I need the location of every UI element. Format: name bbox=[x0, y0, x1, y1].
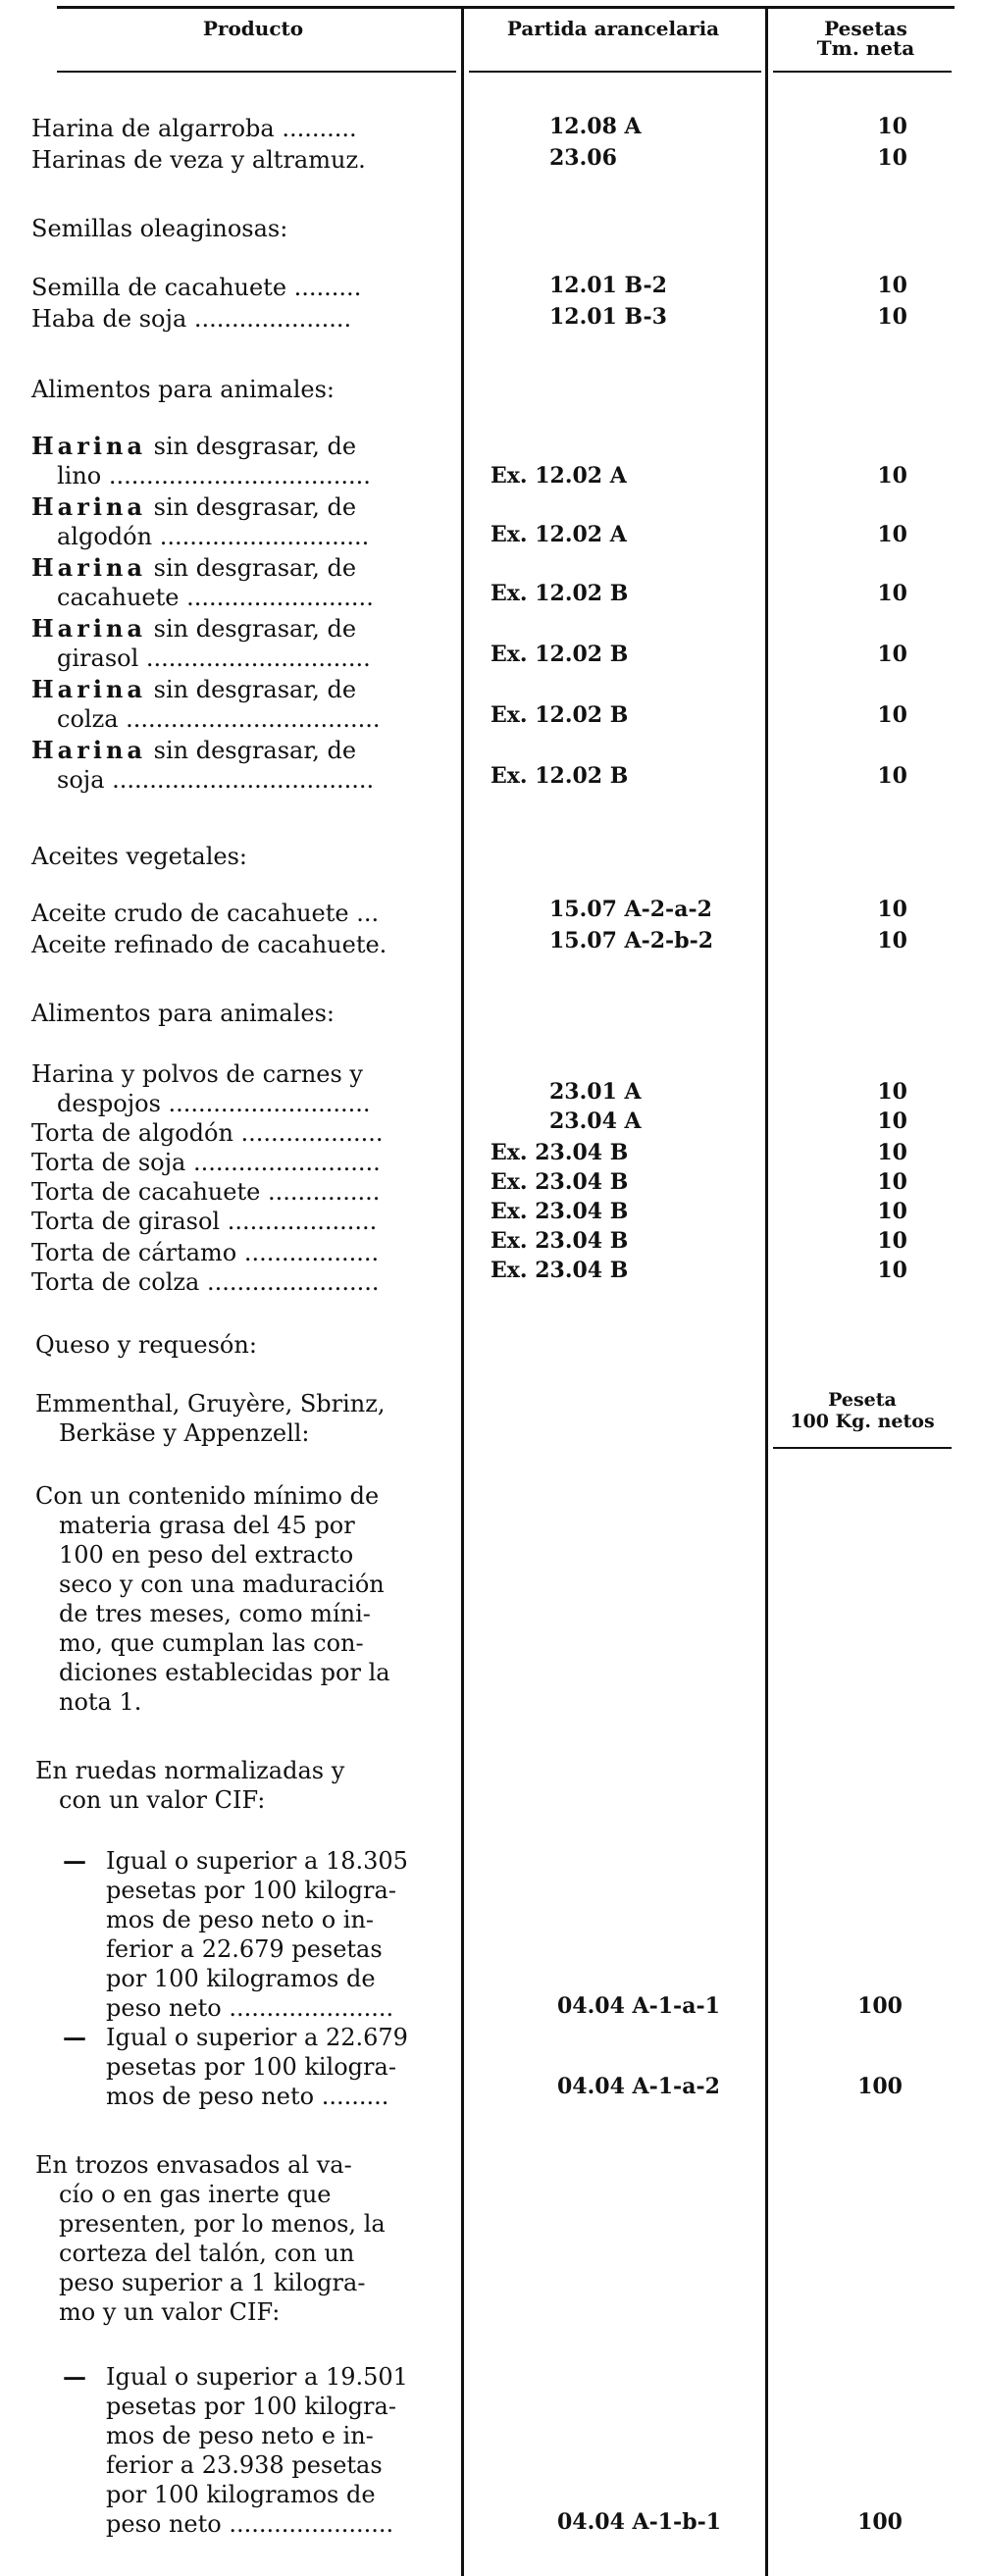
item-line: pesetas por 100 kilogra- bbox=[106, 1877, 396, 1904]
item-line: pesetas por 100 kilogra- bbox=[106, 2393, 396, 2420]
row-product: Torta de colza ....................... bbox=[31, 1268, 380, 1296]
cheese-condition-line: seco y con una maduración bbox=[59, 1571, 385, 1598]
item-line: por 100 kilogramos de bbox=[106, 1965, 376, 1992]
unit-header-100kg: 100 Kg. netos bbox=[790, 1411, 935, 1432]
column-divider-1 bbox=[461, 9, 464, 2576]
row-code: Ex. 12.02 B bbox=[490, 581, 629, 606]
column-divider-2 bbox=[765, 9, 768, 2576]
row-product: Harina sin desgrasar, de bbox=[31, 736, 357, 764]
row-code: 23.04 A bbox=[549, 1108, 642, 1134]
ruedas-heading: En ruedas normalizadas y bbox=[35, 1757, 345, 1784]
row-code: Ex. 23.04 B bbox=[490, 1199, 629, 1224]
row-code: Ex. 12.02 B bbox=[490, 763, 629, 789]
section-heading: Queso y requesón: bbox=[35, 1331, 257, 1359]
trozos-heading-cont: mo y un valor CIF: bbox=[59, 2298, 281, 2326]
row-code: 15.07 A-2-a-2 bbox=[549, 897, 712, 922]
row-code: 15.07 A-2-b-2 bbox=[549, 928, 714, 953]
row-product-cont: colza .................................. bbox=[57, 705, 381, 733]
row-product: Haba de soja ..................... bbox=[31, 305, 352, 333]
row-product: Aceite refinado de cacahuete. bbox=[31, 931, 387, 958]
row-product-cont: algodón ............................ bbox=[57, 523, 370, 550]
dash-bullet: — bbox=[63, 2023, 86, 2051]
row-product: Harina sin desgrasar, de bbox=[31, 675, 357, 703]
row-code: 12.08 A bbox=[549, 114, 642, 139]
dash-bullet: — bbox=[63, 2362, 86, 2391]
row-product-cont: cacahuete ......................... bbox=[57, 584, 374, 611]
item-line: por 100 kilogramos de bbox=[106, 2481, 376, 2508]
cheese-condition-line: Con un contenido mínimo de bbox=[35, 1482, 380, 1510]
header-partida: Partida arancelaria bbox=[506, 17, 720, 40]
row-value: 100 bbox=[857, 2074, 903, 2099]
row-code: 12.01 B-2 bbox=[549, 273, 667, 298]
row-value: 10 bbox=[877, 763, 907, 789]
row-value: 10 bbox=[877, 522, 907, 547]
cheese-varieties-cont: Berkäse y Appenzell: bbox=[59, 1419, 310, 1447]
row-code: 04.04 A-1-b-1 bbox=[557, 2509, 722, 2535]
row-code: 23.01 A bbox=[549, 1079, 642, 1105]
trozos-heading-cont: peso superior a 1 kilogra- bbox=[59, 2269, 366, 2296]
row-value: 10 bbox=[877, 702, 907, 728]
row-code: 12.01 B-3 bbox=[549, 304, 667, 330]
row-code: 04.04 A-1-a-1 bbox=[557, 1993, 720, 2019]
row-code: Ex. 12.02 A bbox=[490, 463, 627, 489]
row-product: Harina sin desgrasar, de bbox=[31, 614, 357, 643]
item-line: ferior a 22.679 pesetas bbox=[106, 1935, 383, 1963]
row-code: Ex. 23.04 B bbox=[490, 1228, 629, 1254]
header-rule-producto bbox=[57, 71, 456, 73]
cheese-condition-line: de tres meses, como míni- bbox=[59, 1600, 371, 1627]
item-line: peso neto ...................... bbox=[106, 1994, 394, 2022]
section-heading: Alimentos para animales: bbox=[31, 376, 336, 403]
row-value: 10 bbox=[877, 1258, 907, 1283]
item-line: ferior a 23.938 pesetas bbox=[106, 2451, 383, 2479]
item-line: Igual o superior a 22.679 bbox=[106, 2024, 408, 2051]
row-product-cont: despojos ........................... bbox=[57, 1090, 371, 1117]
row-value: 10 bbox=[877, 304, 907, 330]
row-code: Ex. 23.04 B bbox=[490, 1258, 629, 1283]
row-product: Harina y polvos de carnes y bbox=[31, 1060, 363, 1088]
header-pesetas: Pesetas bbox=[824, 17, 907, 40]
row-value: 10 bbox=[877, 581, 907, 606]
row-product: Harina de algarroba .......... bbox=[31, 115, 357, 142]
row-product: Torta de girasol .................... bbox=[31, 1208, 378, 1235]
row-product: Harina sin desgrasar, de bbox=[31, 553, 357, 582]
item-line: mos de peso neto o in- bbox=[106, 1906, 375, 1933]
dash-bullet: — bbox=[63, 1846, 86, 1875]
header-tm-neta: Tm. neta bbox=[816, 36, 915, 60]
trozos-heading: En trozos envasados al va- bbox=[35, 2151, 352, 2179]
row-product: Harinas de veza y altramuz. bbox=[31, 146, 366, 174]
row-product: Aceite crudo de cacahuete ... bbox=[31, 900, 380, 927]
row-value: 10 bbox=[877, 1140, 907, 1165]
row-value: 10 bbox=[877, 1079, 907, 1105]
section-heading: Semillas oleaginosas: bbox=[31, 215, 288, 242]
row-value: 10 bbox=[877, 928, 907, 953]
header-rule-partida bbox=[469, 71, 761, 73]
row-product: Harina sin desgrasar, de bbox=[31, 432, 357, 460]
row-product: Torta de cacahuete ............... bbox=[31, 1178, 381, 1206]
cheese-condition-line: diciones establecidas por la bbox=[59, 1659, 390, 1686]
row-product: Semilla de cacahuete ......... bbox=[31, 274, 362, 301]
ruedas-heading-cont: con un valor CIF: bbox=[59, 1786, 266, 1814]
row-value: 10 bbox=[877, 1169, 907, 1195]
cheese-condition-line: nota 1. bbox=[59, 1688, 142, 1716]
row-code: Ex. 12.02 A bbox=[490, 522, 627, 547]
row-code: 23.06 bbox=[549, 145, 617, 171]
row-value: 10 bbox=[877, 1228, 907, 1254]
item-line: Igual o superior a 19.501 bbox=[106, 2363, 408, 2391]
trozos-heading-cont: presenten, por lo menos, la bbox=[59, 2210, 386, 2238]
row-product: Torta de soja ......................... bbox=[31, 1149, 381, 1176]
row-product: Harina sin desgrasar, de bbox=[31, 492, 357, 521]
item-line: peso neto ...................... bbox=[106, 2510, 394, 2538]
top-rule bbox=[57, 6, 955, 9]
row-product-cont: soja ................................... bbox=[57, 766, 375, 794]
row-value: 10 bbox=[877, 897, 907, 922]
row-code: Ex. 12.02 B bbox=[490, 702, 629, 728]
header-producto: Producto bbox=[202, 17, 304, 40]
row-value: 10 bbox=[877, 273, 907, 298]
row-product-cont: girasol .............................. bbox=[57, 644, 371, 672]
item-line: mos de peso neto e in- bbox=[106, 2422, 374, 2449]
row-value: 10 bbox=[877, 114, 907, 139]
cheese-condition-line: mo, que cumplan las con- bbox=[59, 1629, 364, 1657]
cheese-varieties: Emmenthal, Gruyère, Sbrinz, bbox=[35, 1390, 386, 1417]
row-value: 10 bbox=[877, 1108, 907, 1134]
row-code: Ex. 12.02 B bbox=[490, 642, 629, 667]
row-value: 100 bbox=[857, 2509, 903, 2535]
row-value: 10 bbox=[877, 642, 907, 667]
row-product-cont: lino ................................... bbox=[57, 462, 371, 489]
header-rule-pesetas bbox=[773, 71, 952, 73]
unit-header-rule bbox=[773, 1447, 952, 1449]
cheese-condition-line: 100 en peso del extracto bbox=[59, 1541, 354, 1569]
cheese-condition-line: materia grasa del 45 por bbox=[59, 1512, 355, 1539]
unit-header-peseta: Peseta bbox=[828, 1389, 897, 1411]
row-product: Torta de cártamo .................. bbox=[31, 1239, 380, 1266]
trozos-heading-cont: corteza del talón, con un bbox=[59, 2240, 355, 2267]
item-line: mos de peso neto ......... bbox=[106, 2083, 389, 2110]
row-code: 04.04 A-1-a-2 bbox=[557, 2074, 720, 2099]
row-value: 100 bbox=[857, 1993, 903, 2019]
section-heading: Alimentos para animales: bbox=[31, 1000, 336, 1027]
row-value: 10 bbox=[877, 463, 907, 489]
row-product: Torta de algodón ................... bbox=[31, 1119, 384, 1147]
row-code: Ex. 23.04 B bbox=[490, 1169, 629, 1195]
row-value: 10 bbox=[877, 1199, 907, 1224]
row-value: 10 bbox=[877, 145, 907, 171]
section-heading: Aceites vegetales: bbox=[31, 843, 248, 870]
trozos-heading-cont: cío o en gas inerte que bbox=[59, 2181, 332, 2208]
item-line: Igual o superior a 18.305 bbox=[106, 1847, 408, 1875]
row-code: Ex. 23.04 B bbox=[490, 1140, 629, 1165]
item-line: pesetas por 100 kilogra- bbox=[106, 2053, 396, 2081]
